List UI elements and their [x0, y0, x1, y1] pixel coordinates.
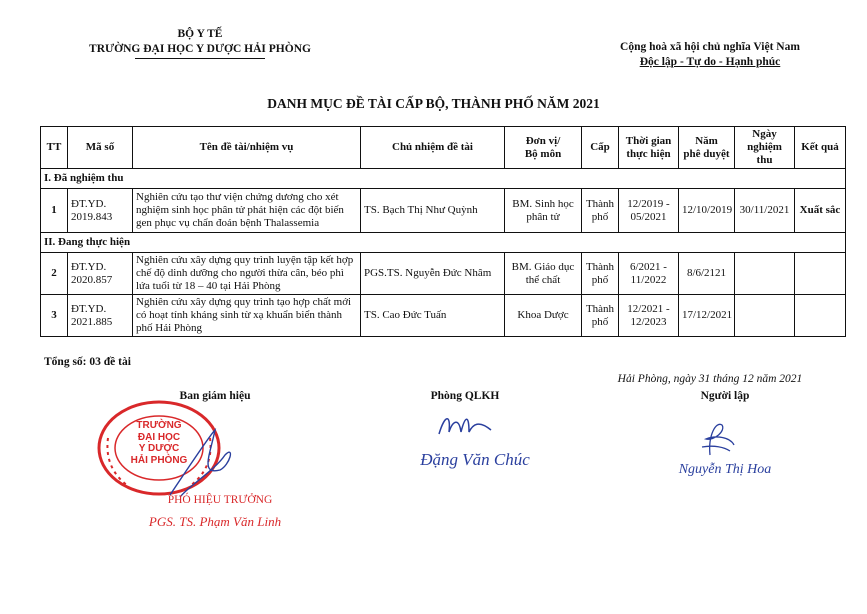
cell-tt: 3	[41, 295, 68, 337]
board-signature-scribble	[160, 425, 250, 505]
section-label: I. Đã nghiệm thu	[41, 169, 846, 189]
section-row-ongoing	[41, 233, 846, 253]
cell-name: Nghiên cứu tạo thư viện chứng dương cho xét nghiệm sinh học phân tử phát hiện các đột biến gen phục vụ chẩn đoán bệnh Thalassemia	[133, 189, 361, 233]
cell-code-l2: 2020.857	[71, 273, 113, 286]
table-row	[41, 253, 846, 295]
cell-period: 12/2019 - 05/2021	[619, 189, 679, 233]
office-heading: Phòng QLKH	[430, 390, 500, 402]
cell-approve: 17/12/2021	[679, 295, 735, 337]
cell-lead: TS. Bạch Thị Như Quỳnh	[361, 189, 505, 233]
section-label: II. Đang thực hiện	[41, 233, 846, 253]
cell-code	[68, 253, 133, 295]
col-code: Mã số	[68, 127, 133, 169]
cell-lead: PGS.TS. Nguyễn Đức Nhâm	[361, 253, 505, 295]
cell-code	[68, 295, 133, 337]
state-header	[590, 40, 830, 70]
cell-period: 12/2021 - 12/2023	[619, 295, 679, 337]
col-unit-l2: Bộ môn	[524, 147, 562, 160]
cell-approve: 12/10/2019	[679, 189, 735, 233]
ministry-name: BỘ Y TẾ	[177, 28, 223, 40]
board-role: PHÓ HIỆU TRƯỞNG	[167, 494, 273, 506]
org-header	[80, 27, 320, 59]
cell-accept	[735, 253, 795, 295]
table-row	[41, 189, 846, 233]
cell-unit: BM. Giáo dục thể chất	[505, 253, 582, 295]
col-tt: TT	[41, 127, 68, 169]
cell-unit: BM. Sinh học phân tử	[505, 189, 582, 233]
col-lead: Chủ nhiệm đề tài	[361, 127, 505, 169]
office-signature-scribble	[435, 410, 495, 440]
table-row	[41, 295, 846, 337]
cell-lead: TS. Cao Đức Tuấn	[361, 295, 505, 337]
topics-table	[40, 126, 846, 337]
col-approve-l1: Năm	[695, 134, 718, 147]
cell-accept	[735, 295, 795, 337]
cell-tt: 1	[41, 189, 68, 233]
col-accept	[735, 127, 795, 169]
cell-code	[68, 189, 133, 233]
maker-heading: Người lập	[700, 390, 750, 402]
cell-name: Nghiên cứu xây dựng quy trình tạo hợp chất mới có hoạt tính kháng sinh từ xạ khuẩn biển thành phố Hải Phòng	[133, 295, 361, 337]
col-name: Tên đề tài/nhiệm vụ	[133, 127, 361, 169]
cell-name: Nghiên cứu xây dựng quy trình luyện tập kết hợp chế độ dinh dưỡng cho người thừa cân, béo phì lứa tuổi từ 18 – 40 tại Hải Phòng	[133, 253, 361, 295]
col-approve-l2: phê duyệt	[683, 147, 730, 160]
col-period	[619, 127, 679, 169]
total-count: Tổng số: 03 đề tài	[44, 356, 131, 368]
cell-level: Thành phố	[582, 295, 619, 337]
document-title: DANH MỤC ĐỀ TÀI CẤP BỘ, THÀNH PHỐ NĂM 2021	[267, 96, 600, 111]
col-accept-l1: Ngày	[752, 128, 777, 140]
cell-period: 6/2021 - 11/2022	[619, 253, 679, 295]
stamp-line-1: TRƯỜNG	[136, 420, 182, 431]
sign-date: Hải Phòng, ngày 31 tháng 12 năm 2021	[617, 373, 803, 385]
cell-code-l1: ĐT.YD.	[71, 302, 107, 315]
col-accept-l2: nghiệm thu	[747, 141, 782, 166]
cell-result	[795, 253, 846, 295]
cell-result	[795, 295, 846, 337]
cell-tt: 2	[41, 253, 68, 295]
cell-code-l1: ĐT.YD.	[71, 260, 107, 273]
header-rule	[135, 58, 265, 59]
col-unit	[505, 127, 582, 169]
stamp-line-2: ĐẠI HỌC	[137, 431, 181, 443]
stamp-line-4: HẢI PHÒNG	[130, 454, 188, 466]
col-period-l1: Thời gian	[625, 134, 672, 147]
col-level: Cấp	[582, 127, 619, 169]
col-approve	[679, 127, 735, 169]
office-name: Đặng Văn Chúc	[420, 450, 530, 469]
cell-level: Thành phố	[582, 253, 619, 295]
table-header-row	[41, 127, 846, 169]
col-unit-l1: Đơn vị/	[525, 134, 561, 147]
cell-level: Thành phố	[582, 189, 619, 233]
cell-accept: 30/11/2021	[735, 189, 795, 233]
board-heading: Ban giám hiệu	[179, 390, 251, 402]
section-row-accepted	[41, 169, 846, 189]
cell-code-l2: 2021.885	[71, 315, 113, 328]
stamp-line-3: Y DƯỢC	[138, 443, 180, 454]
state-motto: Độc lập - Tự do - Hạnh phúc	[639, 56, 781, 68]
board-name: PGS. TS. Phạm Văn Linh	[148, 514, 282, 529]
maker-signature-scribble	[690, 415, 740, 465]
cell-result: Xuất sắc	[795, 189, 846, 233]
country-name: Cộng hoà xã hội chủ nghĩa Việt Nam	[620, 41, 800, 53]
cell-code-l1: ĐT.YD.	[71, 197, 107, 210]
cell-code-l2: 2019.843	[71, 210, 113, 223]
cell-approve: 8/6/2121	[679, 253, 735, 295]
maker-name: Nguyễn Thị Hoa	[678, 462, 772, 477]
university-name: TRƯỜNG ĐẠI HỌC Y DƯỢC HẢI PHÒNG	[89, 43, 311, 55]
cell-unit: Khoa Dược	[505, 295, 582, 337]
col-result: Kết quả	[795, 127, 846, 169]
col-period-l2: thực hiện	[626, 147, 671, 160]
